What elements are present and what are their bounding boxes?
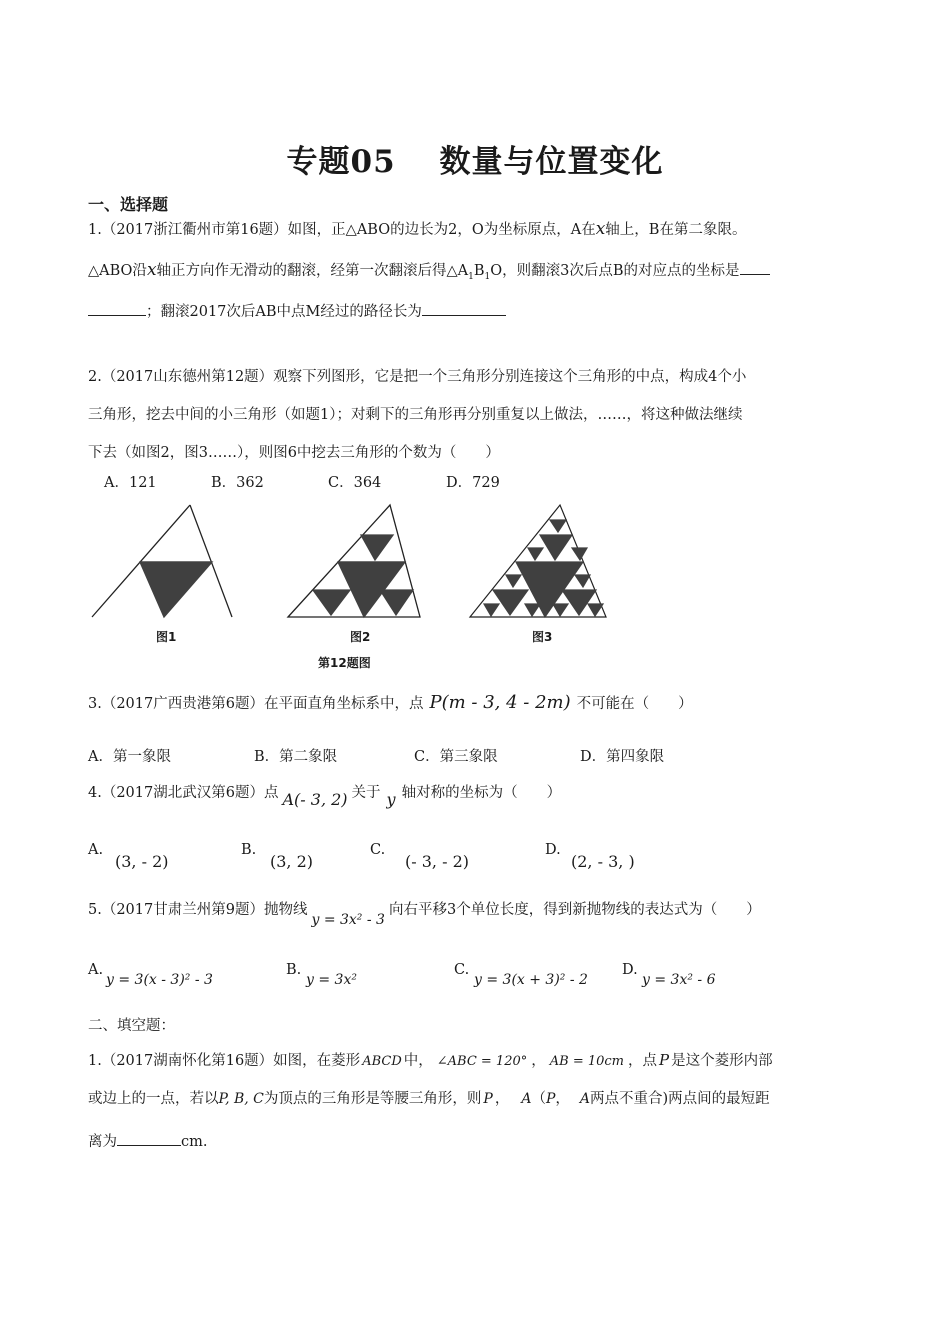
fq1-text-1b: 中， (403, 1053, 433, 1069)
q1-text-3: ；翻滚2017次后AB中点M经过的路径长为 (146, 304, 422, 320)
figure-3-triangle (470, 505, 606, 617)
figure-1-triangle (92, 505, 232, 617)
fq1-text-1d: 是这个菱形内部 (671, 1053, 773, 1069)
fq1-answer-blank[interactable] (117, 1133, 181, 1146)
q4-letter-d: D. (545, 842, 561, 858)
q3-line (88, 694, 693, 712)
q3-option-b: B．第二象限 (254, 749, 338, 765)
q4-mid: 关于 (351, 785, 381, 801)
fq1-text-1a: 1.（2017湖南怀化第16题）如图，在菱形 (88, 1053, 361, 1069)
fq1-a1: A (521, 1091, 532, 1107)
fq1-text-2d: （ (531, 1091, 546, 1107)
section-heading-choice: 一、选择题 (88, 195, 169, 214)
q4-tail: 轴对称的坐标为（ ） (401, 785, 562, 801)
fq1-ab: AB = 10cm (549, 1054, 624, 1069)
q1-b1: B (473, 263, 485, 279)
q1-text-2c: O，则翻滚3次后点B的对应点的坐标是 (490, 263, 740, 279)
fq1-p2: P (483, 1091, 493, 1107)
q3-option-d: D．第四象限 (580, 749, 665, 765)
q2-option-b: B．362 (211, 475, 264, 491)
q1-var-x2: x (146, 260, 157, 280)
q2-line1: 2.（2017山东德州第12题）观察下列图形，它是把一个三角形分别连接这个三角形的中点，构成4个小 (88, 369, 747, 385)
q4-text: 4.（2017湖北武汉第6题）点 (88, 785, 279, 801)
fq1-line1: 1.（2017湖南怀化第16题）如图，在菱形 ABCD 中， ∠ABC = 120° ， AB = 10cm ，点 P 是这个菱形内部 (88, 1051, 773, 1069)
q3-text: 3.（2017广西贵港第6题）在平面直角坐标系中，点 (88, 696, 424, 712)
q2-option-a: A．121 (104, 475, 157, 491)
q5-option-d: y = 3x² - 6 (642, 972, 716, 988)
q4-letter-c: C. (370, 842, 386, 858)
q4-letter-b: B. (241, 842, 257, 858)
figure-2-triangle (288, 505, 420, 617)
page-title: 专题05 数量与位置变化 (286, 144, 664, 180)
q1-sub-2: 1 (484, 271, 491, 282)
q1-text-1b: 轴上，B在第二象限。 (605, 222, 747, 238)
q2-line2: 三角形，挖去中间的小三角形（如题1）；对剩下的三角形再分别重复以上做法，……，将这种做法继续 (88, 407, 743, 423)
figure-2-label: 图2 (350, 630, 371, 644)
q2-option-c: C．364 (328, 475, 382, 491)
fq1-text-3a: 离为 (88, 1134, 117, 1150)
figure-3-label: 图3 (532, 630, 553, 644)
q4-line (88, 784, 562, 809)
q4-option-a: (3, - 2) (115, 852, 169, 871)
q4-option-d: (2, - 3, ) (571, 852, 635, 871)
fq1-abcd: ABCD (362, 1054, 402, 1069)
q4-letter-a: A. (88, 842, 104, 858)
figure-caption: 第12题图 (318, 656, 371, 670)
q1-text-2b: 轴正方向作无滑动的翻滚，经第一次翻滚后得△A (156, 263, 469, 279)
q5-letter-c: C. (454, 962, 470, 978)
q2-option-d: D．729 (446, 475, 500, 491)
figure-1-label: 图1 (156, 630, 177, 644)
fq1-angle: ∠ABC = 120° (436, 1054, 528, 1069)
fq1-a2: A (579, 1091, 590, 1107)
q5-expression: y = 3x² - 3 (311, 912, 385, 928)
q4-var-y: y (386, 790, 396, 809)
q4-option-b: (3, 2) (270, 852, 314, 871)
q5-option-c: y = 3(x + 3)² - 2 (474, 972, 588, 988)
q3-option-c: C．第三象限 (414, 749, 498, 765)
fq1-text-2f: 两点不重合)两点间的最短距 (589, 1091, 770, 1107)
fq1-line2 (88, 1092, 770, 1107)
q3-expression: P(m - 3, 4 - 2m) (429, 692, 571, 713)
fq1-text-2a: 或边上的一点，若以 (88, 1091, 219, 1107)
q1-text-2a: △ABO沿 (88, 263, 147, 279)
fq1-text-1c: ，点 (628, 1053, 657, 1069)
fq1-pbc: P, B, C (218, 1091, 264, 1107)
fq1-text-3b: cm. (181, 1134, 208, 1150)
fq1-line3 (88, 1133, 207, 1150)
q4-option-c: (- 3, - 2) (405, 852, 469, 871)
q1-var-x: x (595, 219, 606, 239)
section-heading-fill: 二、填空题： (88, 1018, 175, 1034)
q5-line (88, 902, 761, 928)
q3-tail: 不可能在（ ） (576, 696, 693, 712)
q3-option-a: A．第一象限 (88, 749, 171, 765)
q5-letter-a: A. (88, 962, 104, 978)
q1-text-1: 1.（2017浙江衢州市第16题）如图，正△ABO的边长为2，O为坐标原点，A在 (88, 222, 596, 238)
fq1-p3: P (545, 1091, 556, 1107)
fq1-text-2e: ， (555, 1091, 570, 1107)
q5-tail: 向右平移3个单位长度，得到新抛物线的表达式为（ ） (388, 902, 761, 918)
q5-text: 5.（2017甘肃兰州第9题）抛物线 (88, 902, 308, 918)
fq1-text-2b: 为顶点的三角形是等腰三角形，则 (263, 1091, 482, 1107)
q5-option-a: y = 3(x - 3)² - 3 (106, 972, 213, 988)
q4-expression: A(- 3, 2) (282, 790, 348, 809)
q5-option-b: y = 3x² (306, 972, 357, 988)
q5-letter-d: D. (622, 962, 638, 978)
q2-line3: 下去（如图2，图3……），则图6中挖去三角形的个数为（ ） (88, 445, 500, 461)
q5-letter-b: B. (286, 962, 302, 978)
fq1-text-2c: ， (494, 1091, 510, 1107)
fq1-p: P (659, 1051, 670, 1069)
q1-sub-1: 1 (468, 271, 474, 282)
